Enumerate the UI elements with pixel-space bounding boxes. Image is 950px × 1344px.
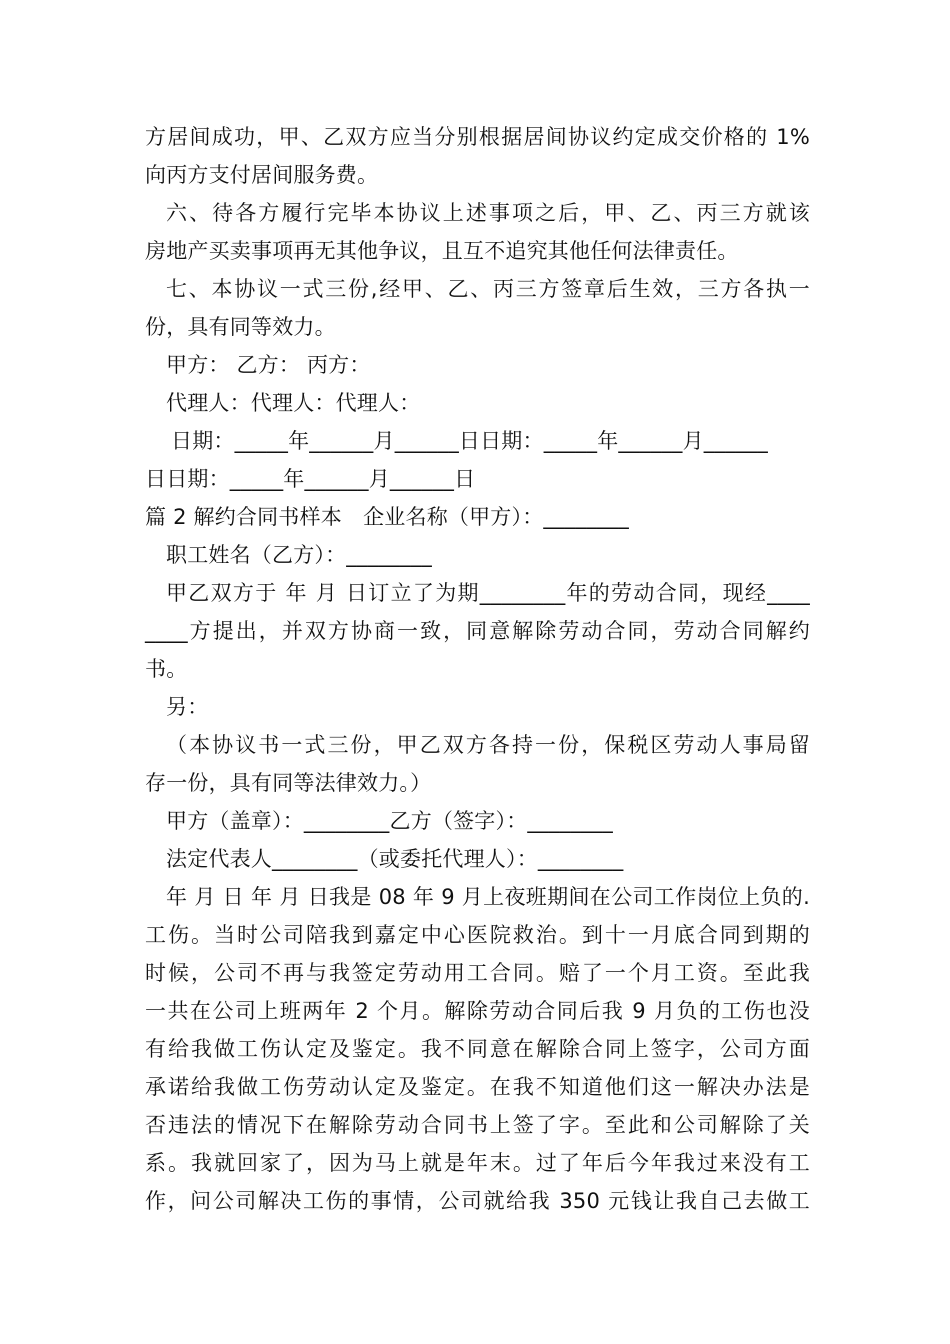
- paragraph-line: 系。我就回家了，因为马上就是年末。过了年后今年我过来没有工: [145, 1151, 810, 1175]
- paragraph-line: 时候，公司不再与我签定劳动用工合同。赔了一个月工资。至此我: [145, 961, 810, 985]
- signature-parties: 甲方： 乙方： 丙方：: [166, 353, 371, 377]
- paragraph-line: 方居间成功，甲、乙双方应当分别根据居间协议约定成交价格的 1%: [145, 125, 810, 149]
- form-field-line: 甲方（盖章）：________乙方（签字）：________: [166, 809, 613, 833]
- paragraph-line: 甲乙双方于 年 月 日订立了为期________年的劳动合同，现经____: [166, 581, 810, 605]
- paragraph-line: （本协议书一式三份，甲乙双方各持一份，保税区劳动人事局留: [166, 733, 810, 757]
- paragraph-line: 一共在公司上班两年 2 个月。解除劳动合同后我 9 月负的工伤也没: [145, 999, 810, 1023]
- signature-dates: 日日期：_____年______月______日: [145, 467, 476, 491]
- document-body: [145, 118, 810, 1220]
- paragraph-line: 存一份，具有同等法律效力。）: [145, 771, 432, 795]
- paragraph-line: 六、待各方履行完毕本协议上述事项之后，甲、乙、丙三方就该: [166, 201, 810, 225]
- paragraph-line: 房地产买卖事项再无其他争议，且互不追究其他任何法律责任。: [145, 239, 739, 263]
- paragraph-line: 年 月 日 年 月 日我是 08 年 9 月上夜班期间在公司工作岗位上负的.: [166, 885, 810, 909]
- paragraph-line: 工伤。当时公司陪我到嘉定中心医院救治。到十一月底合同到期的: [145, 923, 810, 947]
- paragraph-line: 有给我做工伤认定及鉴定。我不同意在解除合同上签字，公司方面: [145, 1037, 810, 1061]
- form-field-line: 法定代表人________（或委托代理人）：________: [166, 847, 624, 871]
- paragraph-line: 作，问公司解决工伤的事情，公司就给我 350 元钱让我自己去做工: [145, 1189, 810, 1213]
- paragraph-line: 书。: [145, 657, 188, 681]
- paragraph-line: 承诺给我做工伤劳动认定及鉴定。在我不知道他们这一解决办法是: [145, 1075, 810, 1099]
- form-field-line: 职工姓名（乙方）：________: [166, 543, 432, 567]
- paragraph-line: ____方提出，并双方协商一致，同意解除劳动合同，劳动合同解约: [145, 619, 810, 643]
- signature-agents: 代理人：代理人：代理人：: [166, 391, 421, 415]
- paragraph-line: 份，具有同等效力。: [145, 315, 336, 339]
- signature-dates: 日期：_____年______月______日日期：_____年______月______: [171, 429, 768, 453]
- section-heading: 篇 2 解约合同书样本 企业名称（甲方）：________: [145, 505, 630, 529]
- paragraph-line: 否违法的情况下在解除劳动合同书上签了字。至此和公司解除了关: [145, 1113, 810, 1137]
- paragraph-line: 向丙方支付居间服务费。: [145, 163, 379, 187]
- paragraph-line: 七、本协议一式三份,经甲、乙、丙三方签章后生效，三方各执一: [166, 277, 810, 301]
- paragraph-line: 另：: [166, 695, 209, 719]
